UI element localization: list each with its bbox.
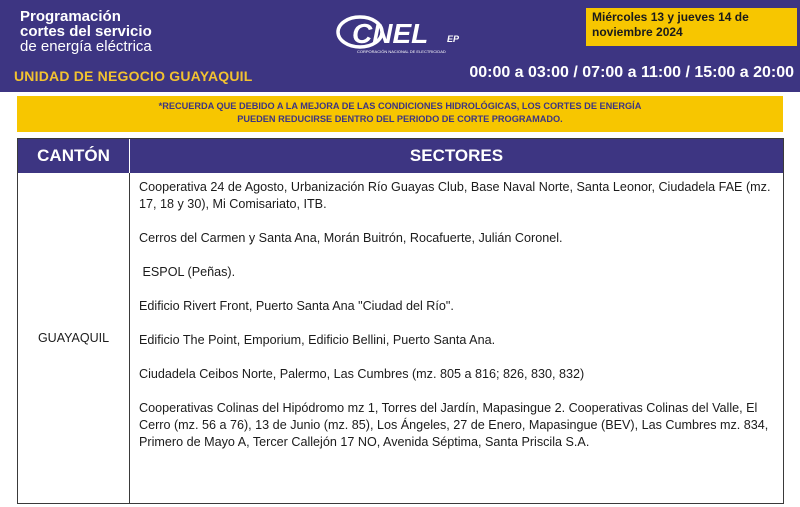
- sector-group: ESPOL (Peñas).: [139, 265, 236, 279]
- notice-line-2: PUEDEN REDUCIRSE DENTRO DEL PERIODO DE CORTE PROGRAMADO.: [237, 114, 563, 124]
- canton-name: GUAYAQUIL: [37, 331, 110, 345]
- column-header-canton: CANTÓN: [18, 139, 130, 173]
- sector-group: Edificio The Point, Emporium, Edificio Bellini, Puerto Santa Ana.: [139, 333, 496, 347]
- notice-banner: [17, 96, 783, 132]
- table-header: [18, 139, 783, 173]
- time-slots: 00:00 a 03:00 / 07:00 a 11:00 / 15:00 a 20:00: [469, 64, 794, 81]
- sector-group: Ciudadela Ceibos Norte, Palermo, Las Cumbres (mz. 805 a 816; 826, 830, 832): [139, 367, 585, 381]
- column-divider: [129, 173, 130, 503]
- sector-group: Cooperativas Colinas del Hipódromo mz 1, Torres del Jardín, Mapasingue 2. Cooperativas Colinas del Valle, El Cerro (mz. 56 a 76), 13 de Junio (mz. 85), Los Ángeles, 27 de Enero, Mapasingue (BEV), Las Cumbres mz. 834, Primero de Mayo A, Tercer Callejón 17 NO, Avenida Séptima, Santa Priscila S.A.: [139, 401, 769, 449]
- title-line-1: Programación: [20, 8, 121, 25]
- date-box: Miércoles 13 y jueves 14 de noviembre 2024: [586, 8, 797, 46]
- notice-line-1: *RECUERDA QUE DEBIDO A LA MEJORA DE LAS CONDICIONES HIDROLÓGICAS, LOS CORTES DE ENERGÍA: [158, 101, 642, 111]
- column-header-sectores: SECTORES: [409, 146, 504, 165]
- cnel-logo: [336, 12, 471, 58]
- sector-group: Cerros del Carmen y Santa Ana, Morán Buitrón, Rocafuerte, Julián Coronel.: [139, 231, 563, 245]
- title-line-2: cortes del servicio: [20, 23, 152, 40]
- page-title: [20, 9, 152, 54]
- canton-cell: [18, 173, 129, 503]
- sectors-cell: [139, 179, 775, 468]
- logo-suffix: EP: [447, 34, 460, 44]
- header-banner: [0, 0, 800, 92]
- outage-table: [17, 138, 784, 504]
- sector-group: Cooperativa 24 de Agosto, Urbanización Río Guayas Club, Base Naval Norte, Santa Leonor, Ciudadela FAE (mz. 17, 18 y 30), Mi Comisariato, ITB.: [139, 180, 771, 211]
- business-unit-label: UNIDAD DE NEGOCIO GUAYAQUIL: [14, 68, 253, 84]
- sector-group: Edificio Rivert Front, Puerto Santa Ana "Ciudad del Río".: [139, 299, 454, 313]
- logo-text: CNEL: [352, 18, 429, 49]
- title-line-3: de energía eléctrica: [20, 38, 152, 55]
- logo-subtitle: CORPORACIÓN NACIONAL DE ELECTRICIDAD: [357, 49, 446, 54]
